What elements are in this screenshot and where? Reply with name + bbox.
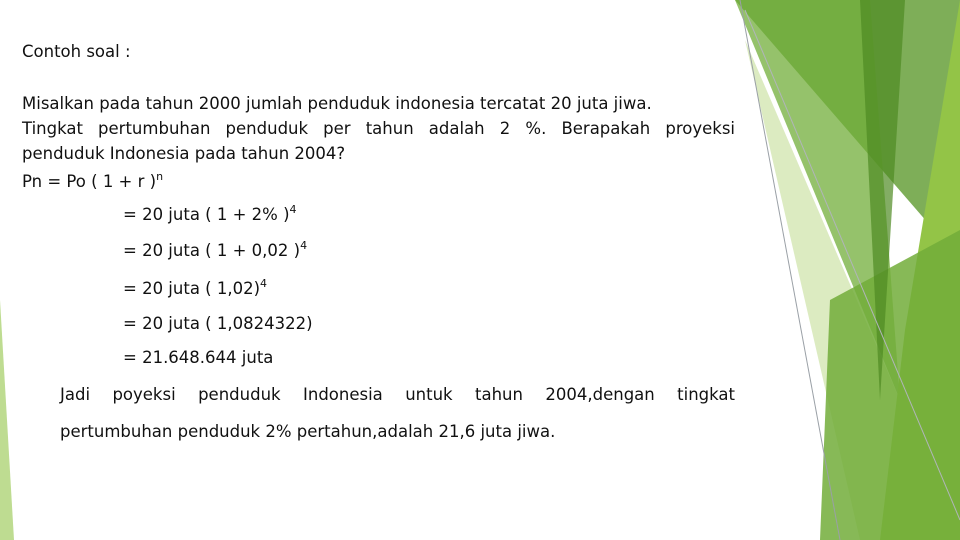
problem-line-2: Tingkat pertumbuhan penduduk per tahun adalah 2 %. Berapakah proyeksi	[22, 119, 735, 138]
conclusion-line-2: pertumbuhan penduduk 2% pertahun,adalah 21,6 juta jiwa.	[60, 422, 556, 441]
step-1-exponent: 4	[289, 203, 297, 216]
slide-title: Contoh soal :	[22, 42, 131, 61]
step-5	[123, 347, 273, 369]
step-1	[123, 204, 297, 226]
step-3	[123, 278, 267, 300]
formula	[22, 171, 163, 193]
formula-base: Pn = Po ( 1 + r )	[22, 172, 157, 191]
conclusion-line-1: Jadi poyeksi penduduk Indonesia untuk tahun 2004,dengan tingkat	[60, 385, 735, 404]
step-2-text: = 20 juta ( 1 + 0,02 )	[123, 241, 301, 260]
left-edge-triangle	[0, 300, 14, 540]
step-2-exponent: 4	[300, 239, 308, 252]
step-4-text: = 20 juta ( 1,0824322)	[123, 314, 313, 333]
step-3-exponent: 4	[260, 277, 268, 290]
step-4	[123, 313, 313, 335]
problem-line-1: Misalkan pada tahun 2000 jumlah penduduk indonesia tercatat 20 juta jiwa.	[22, 94, 652, 113]
step-3-text: = 20 juta ( 1,02)	[123, 279, 261, 298]
step-5-text: = 21.648.644 juta	[123, 348, 274, 367]
step-1-text: = 20 juta ( 1 + 2% )	[123, 205, 290, 224]
formula-exponent: n	[156, 170, 164, 183]
problem-line-3: penduduk Indonesia pada tahun 2004?	[22, 144, 346, 163]
step-2	[123, 240, 307, 262]
